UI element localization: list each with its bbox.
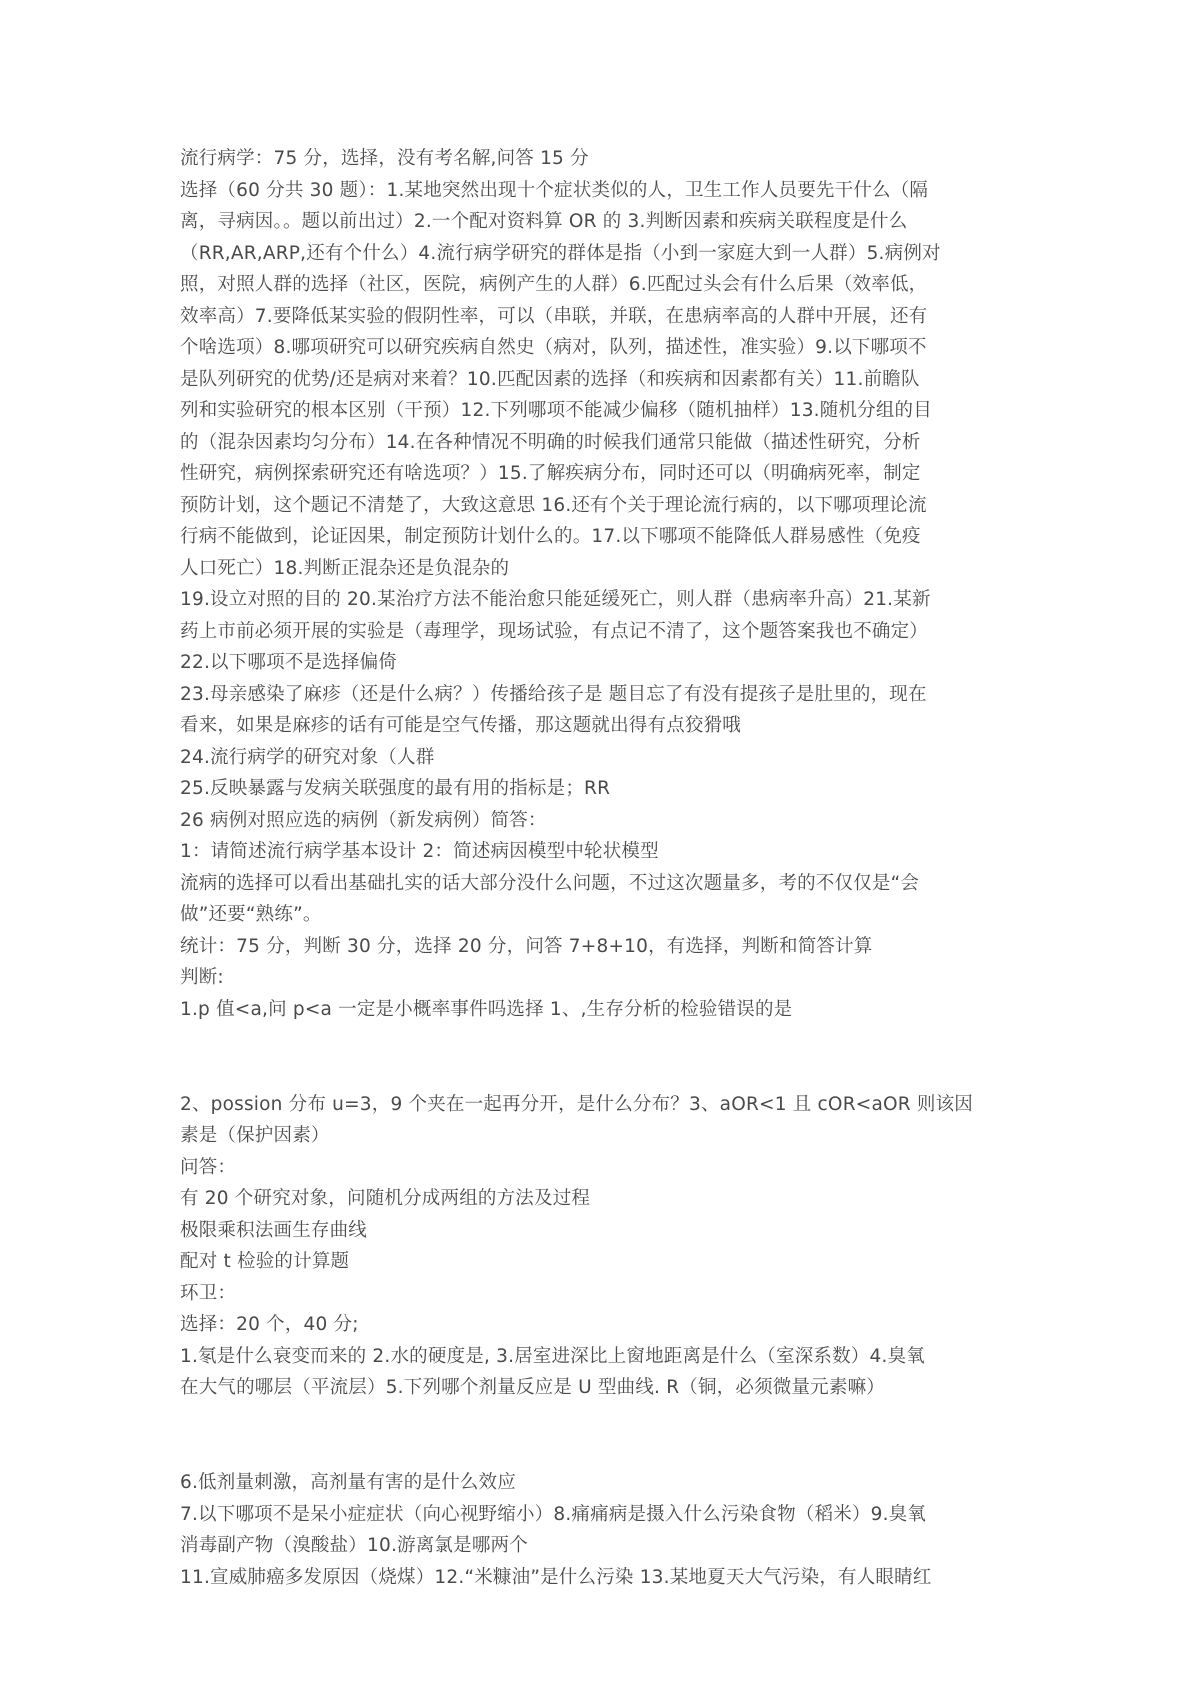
text-line: 23.母亲感染了麻疹（还是什么病？）传播给孩子是 题目忘了有没有提孩子是肚里的，现在 xyxy=(180,683,927,705)
text-line: 选择：20 个，40 分; xyxy=(180,1314,359,1335)
text-line: 行病不能做到，论证因果，制定预防计划什么的。17.以下哪项不能降低人群易感性（免疫 xyxy=(180,526,921,547)
text-line: 预防计划，这个题记不清楚了，大致这意思 16.还有个关于理论流行病的，以下哪项理论流 xyxy=(180,494,927,516)
text-line: 环卫： xyxy=(180,1282,237,1304)
text-line: 看来，如果是麻疹的话有可能是空气传播，那这题就出得有点狡猾哦 xyxy=(180,715,742,736)
text-line: 24.流行病学的研究对象（人群 xyxy=(180,746,435,768)
text-line: 26 病例对照应选的病例（新发病例）简答： xyxy=(180,809,547,831)
document-body xyxy=(180,143,1020,1593)
text-line: 流病的选择可以看出基础扎实的话大部分没什么问题，不过这次题量多，考的不仅仅是“会 xyxy=(180,872,920,894)
text-line: 素是（保护因素） xyxy=(180,1125,330,1146)
text-line: 药上市前必须开展的实验是（毒理学，现场试验，有点记不清了，这个题答案我也不确定） xyxy=(180,620,929,642)
text-line: 2、possion 分布 u=3，9 个夹在一起再分开，是什么分布？3、aOR<1 且 cOR<aOR 则该因 xyxy=(180,1093,973,1115)
text-line: 消毒副产物（溴酸盐）10.游离氯是哪两个 xyxy=(180,1535,528,1556)
text-line: 照，对照人群的选择（社区，医院，病例产生的人群）6.匹配过头会有什么后果（效率低， xyxy=(180,274,928,295)
blank-line xyxy=(180,1420,1020,1452)
text-line: 性研究，病例探索研究还有啥选项？）15.了解疾病分布，同时还可以（明确病死率，制定 xyxy=(180,463,921,484)
text-line: 11.宣威肺癌多发原因（烧煤）12.“米糠油”是什么污染 13.某地夏天大气污染，有人眼睛红 xyxy=(180,1566,932,1588)
text-line: 在大气的哪层（平流层）5.下列哪个剂量反应是 U 型曲线. R（铜，必须微量元素嘛） xyxy=(180,1377,885,1398)
text-line: 7.以下哪项不是呆小症症状（向心视野缩小）8.痛痛病是摄入什么污染食物（稻米）9.臭氧 xyxy=(180,1503,927,1525)
text-line: （RR,AR,ARP,还有个什么）4.流行病学研究的群体是指（小到一家庭大到一人群）5.病例对 xyxy=(180,242,941,264)
text-line: 效率高）7.要降低某实验的假阴性率，可以（串联，并联，在患病率高的人群中开展，还有 xyxy=(180,305,928,327)
text-line: 6.低剂量刺激，高剂量有害的是什么效应 xyxy=(180,1472,516,1493)
text-line: 1：请简述流行病学基本设计 2：简述病因模型中轮状模型 xyxy=(180,841,659,862)
text-line: 判断: xyxy=(180,967,224,988)
text-line: 流行病学：75 分，选择，没有考名解,问答 15 分 xyxy=(180,148,589,169)
document-page xyxy=(180,143,1020,1623)
text-line: 列和实验研究的根本区别（干预）12.下列哪项不能减少偏移（随机抽样）13.随机分组的目 xyxy=(180,400,932,421)
text-line: 19.设立对照的目的 20.某治疗方法不能治愈只能延缓死亡，则人群（患病率升高）21.某新 xyxy=(180,589,931,610)
text-line: 离，寻病因。。题以前出过）2.一个配对资料算 OR 的 3.判断因素和疾病关联程度是什么 xyxy=(180,211,908,232)
text-line: 统计：75 分，判断 30 分，选择 20 分，问答 7+8+10，有选择，判断和简答计算 xyxy=(180,935,873,957)
text-line: 人口死亡）18.判断正混杂还是负混杂的 xyxy=(180,557,510,579)
text-line: 极限乘积法画生存曲线 xyxy=(180,1219,368,1241)
text-line: 有 20 个研究对象，问随机分成两组的方法及过程 xyxy=(180,1188,591,1209)
text-line: 个啥选项）8.哪项研究可以研究疾病自然史（病对，队列，描述性，准实验）9.以下哪项不 xyxy=(180,337,927,358)
text-line: 选择（60 分共 30 题）：1.某地突然出现十个症状类似的人，卫生工作人员要先干什么（隔 xyxy=(180,179,929,201)
blank-line xyxy=(180,1041,1020,1073)
text-line: 是队列研究的优势/还是病对来着？10.匹配因素的选择（和疾病和因素都有关）11.前瞻队 xyxy=(180,368,920,390)
text-line: 1.p 值<a,问 p<a 一定是小概率事件吗选择 1、,生存分析的检验错误的是 xyxy=(180,998,793,1020)
text-line: 25.反映暴露与发病关联强度的最有用的指标是；RR xyxy=(180,778,611,799)
text-line: 配对 t 检验的计算题 xyxy=(180,1251,350,1272)
text-line: 的（混杂因素均匀分布）14.在各种情况不明确的时候我们通常只能做（描述性研究，分析 xyxy=(180,431,921,453)
text-line: 问答： xyxy=(180,1156,237,1178)
text-line: 做”还要“熟练”。 xyxy=(180,904,322,925)
text-line: 22.以下哪项不是选择偏倚 xyxy=(180,652,398,673)
text-line: 1.氡是什么衰变而来的 2.水的硬度是, 3.居室进深比上窗地距离是什么（室深系数）4.臭氧 xyxy=(180,1345,925,1367)
